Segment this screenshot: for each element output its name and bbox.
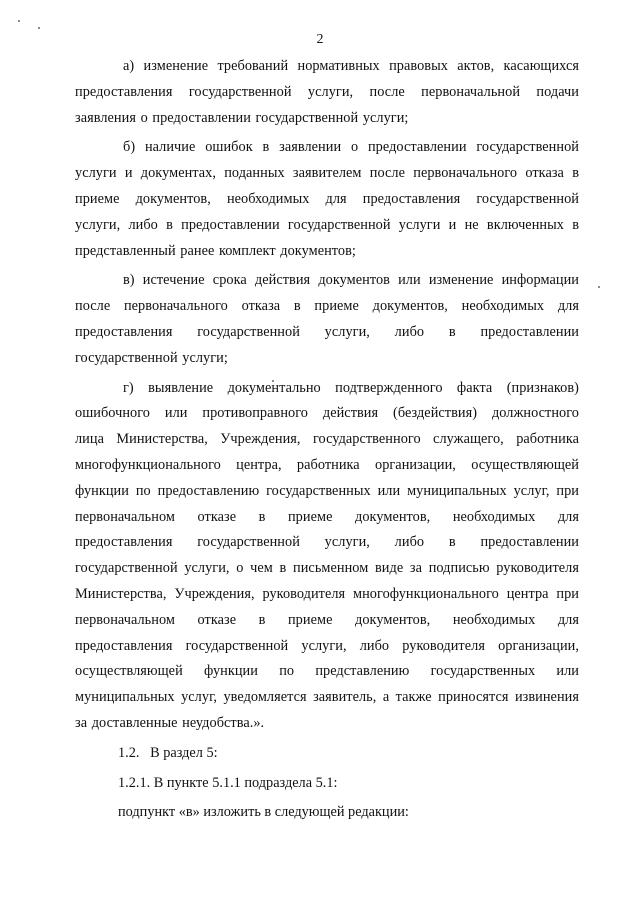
text-line: после первоначального отказа в приеме документов, необходимых для (75, 298, 579, 315)
text-line: б) наличие ошибок в заявлении о предоставлении государственной (123, 139, 579, 156)
text-line: многофункционального центра, работника организации, осуществляющей (75, 456, 579, 473)
text-line: за доставленные неудобства.». (75, 714, 265, 731)
text-line: государственной услуги, о чем в письменном виде за подписью руководителя (75, 560, 579, 577)
text-line: приеме документов, необходимых для предоставления государственной (75, 190, 579, 207)
text-line: услуги и документах, поданных заявителем после первоначального отказа в (75, 165, 579, 182)
text-line: представленный ранее комплект документов; (75, 242, 356, 259)
text-line: в) истечение срока действия документов или изменение информации (123, 272, 579, 289)
text-line: лица Министерства, Учреждения, государственного служащего, работника (75, 431, 579, 448)
page-number: 2 (316, 32, 324, 47)
text-line: предоставления государственной услуги, либо руководителя организации, (75, 637, 579, 654)
text-line: а) изменение требований нормативных правовых актов, касающихся (123, 58, 579, 74)
text-line: предоставления государственной услуги, либо в предоставлении (75, 323, 579, 340)
paragraph-b (75, 135, 579, 264)
text-line: заявления о предоставлении государственной услуги; (75, 109, 409, 126)
scan-speck (598, 286, 600, 288)
text-line: Министерства, Учреждения, руководителя многофункционального центра при (75, 585, 579, 602)
text-line: функции по предоставлению государственных или муниципальных услуг, при (75, 482, 579, 499)
document-body (75, 54, 579, 826)
section-item: 1.2. В раздел 5: (118, 744, 218, 761)
text-line: ошибочного или противоправного действия (бездействия) должностного (75, 405, 579, 422)
scan-speck (38, 27, 40, 29)
text-line: предоставления государственной услуги, после первоначальной подачи (75, 83, 579, 100)
text-line: осуществляющей функции по представлению государственных или (75, 663, 579, 680)
paragraph-v (75, 268, 579, 371)
text-line: г) выявление документально подтвержденного факта (признаков) (123, 379, 579, 396)
instruction-line: подпункт «в» изложить в следующей редакции: (118, 804, 409, 821)
text-line: услуги, либо в предоставлении государственной услуги и не включенных в (75, 216, 579, 233)
paragraph-a (75, 54, 579, 131)
scan-speck (18, 20, 20, 22)
text-line: муниципальных услуг, уведомляется заявитель, а также приносятся извинения (75, 689, 579, 706)
text-line: государственной услуги; (75, 349, 228, 366)
text-line: предоставления государственной услуги, либо в предоставлении (75, 534, 579, 551)
text-line: первоначальном отказе в приеме документов, необходимых для (75, 611, 579, 628)
paragraph-g (75, 376, 579, 737)
text-line: первоначальном отказе в приеме документов, необходимых для (75, 508, 579, 525)
subsection-item: 1.2.1. В пункте 5.1.1 подраздела 5.1: (118, 774, 338, 791)
